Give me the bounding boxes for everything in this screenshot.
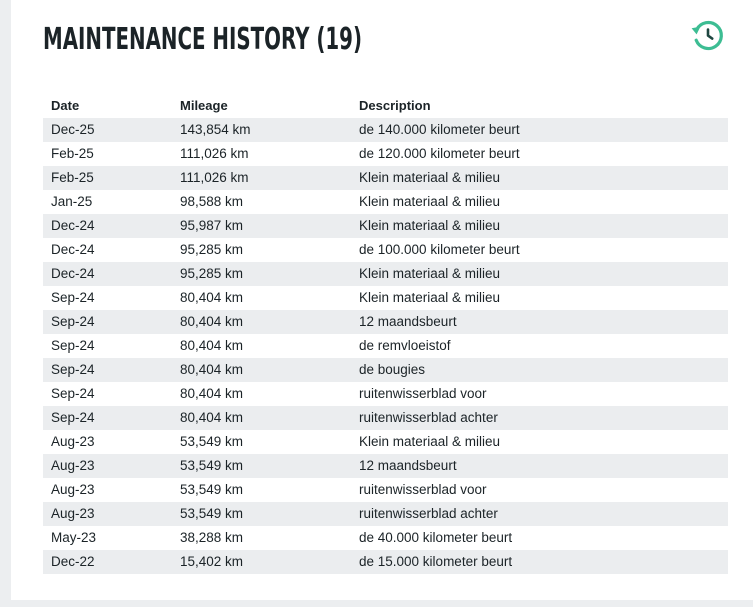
table-header <box>43 94 728 118</box>
maintenance-history-card <box>11 0 753 600</box>
column-header-mileage: Mileage <box>180 98 228 113</box>
table-row <box>43 190 728 214</box>
row-description: de 140.000 kilometer beurt <box>359 122 520 137</box>
row-mileage: 143,854 km <box>180 122 251 137</box>
row-description: Klein materiaal & milieu <box>359 266 501 281</box>
row-date: Sep-24 <box>51 338 95 353</box>
row-description: de remvloeistof <box>359 338 451 353</box>
row-date: Aug-23 <box>51 506 95 521</box>
row-description: ruitenwisserblad achter <box>359 410 498 425</box>
row-description: de 120.000 kilometer beurt <box>359 146 520 161</box>
table-row <box>43 454 728 478</box>
table-row <box>43 118 728 142</box>
row-mileage: 95,987 km <box>180 218 244 233</box>
table-body <box>43 118 728 574</box>
row-mileage: 53,549 km <box>180 506 244 521</box>
table-row <box>43 502 728 526</box>
row-mileage: 80,404 km <box>180 290 244 305</box>
row-mileage: 95,285 km <box>180 242 244 257</box>
row-description: 12 maandsbeurt <box>359 458 457 473</box>
row-date: Feb-25 <box>51 146 94 161</box>
column-header-description: Description <box>359 98 431 113</box>
row-mileage: 15,402 km <box>180 554 244 569</box>
column-header-date: Date <box>51 98 80 113</box>
row-mileage: 38,288 km <box>180 530 244 545</box>
row-date: Aug-23 <box>51 482 95 497</box>
row-date: Dec-24 <box>51 218 95 233</box>
row-description: Klein materiaal & milieu <box>359 170 501 185</box>
maintenance-table <box>43 94 728 574</box>
table-row <box>43 430 728 454</box>
table-row <box>43 334 728 358</box>
row-mileage: 80,404 km <box>180 314 244 329</box>
table-row <box>43 382 728 406</box>
row-date: May-23 <box>51 530 97 545</box>
row-mileage: 80,404 km <box>180 410 244 425</box>
row-mileage: 98,588 km <box>180 194 244 209</box>
row-date: Aug-23 <box>51 434 95 449</box>
row-mileage: 95,285 km <box>180 266 244 281</box>
row-description: de 40.000 kilometer beurt <box>359 530 513 545</box>
row-date: Dec-25 <box>51 122 95 137</box>
table-row <box>43 262 728 286</box>
row-mileage: 53,549 km <box>180 434 244 449</box>
row-description: ruitenwisserblad voor <box>359 386 487 401</box>
table-row <box>43 526 728 550</box>
row-date: Dec-24 <box>51 242 95 257</box>
row-description: ruitenwisserblad voor <box>359 482 487 497</box>
row-date: Feb-25 <box>51 170 94 185</box>
row-description: ruitenwisserblad achter <box>359 506 498 521</box>
row-date: Sep-24 <box>51 410 95 425</box>
table-row <box>43 166 728 190</box>
row-mileage: 111,026 km <box>180 146 249 161</box>
row-date: Aug-23 <box>51 458 95 473</box>
table-row <box>43 238 728 262</box>
row-description: de 100.000 kilometer beurt <box>359 242 520 257</box>
table-row <box>43 310 728 334</box>
row-description: Klein materiaal & milieu <box>359 218 501 233</box>
row-description: Klein materiaal & milieu <box>359 194 501 209</box>
table-row <box>43 286 728 310</box>
row-date: Dec-24 <box>51 266 95 281</box>
table-row <box>43 478 728 502</box>
row-description: Klein materiaal & milieu <box>359 290 501 305</box>
table-row <box>43 142 728 166</box>
row-description: de 15.000 kilometer beurt <box>359 554 513 569</box>
row-date: Sep-24 <box>51 386 95 401</box>
row-date: Jan-25 <box>51 194 93 209</box>
row-date: Sep-24 <box>51 290 95 305</box>
row-date: Dec-22 <box>51 554 95 569</box>
row-description: de bougies <box>359 362 426 377</box>
table-row <box>43 550 728 574</box>
row-mileage: 111,026 km <box>180 170 249 185</box>
row-mileage: 53,549 km <box>180 482 244 497</box>
row-mileage: 80,404 km <box>180 386 244 401</box>
row-mileage: 53,549 km <box>180 458 244 473</box>
history-icon[interactable] <box>689 17 727 53</box>
table-row <box>43 406 728 430</box>
page-title: MAINTENANCE HISTORY (19) <box>43 22 362 57</box>
table-row <box>43 358 728 382</box>
row-date: Sep-24 <box>51 314 95 329</box>
row-description: 12 maandsbeurt <box>359 314 457 329</box>
row-date: Sep-24 <box>51 362 95 377</box>
row-mileage: 80,404 km <box>180 362 244 377</box>
row-description: Klein materiaal & milieu <box>359 434 501 449</box>
table-row <box>43 214 728 238</box>
row-mileage: 80,404 km <box>180 338 244 353</box>
